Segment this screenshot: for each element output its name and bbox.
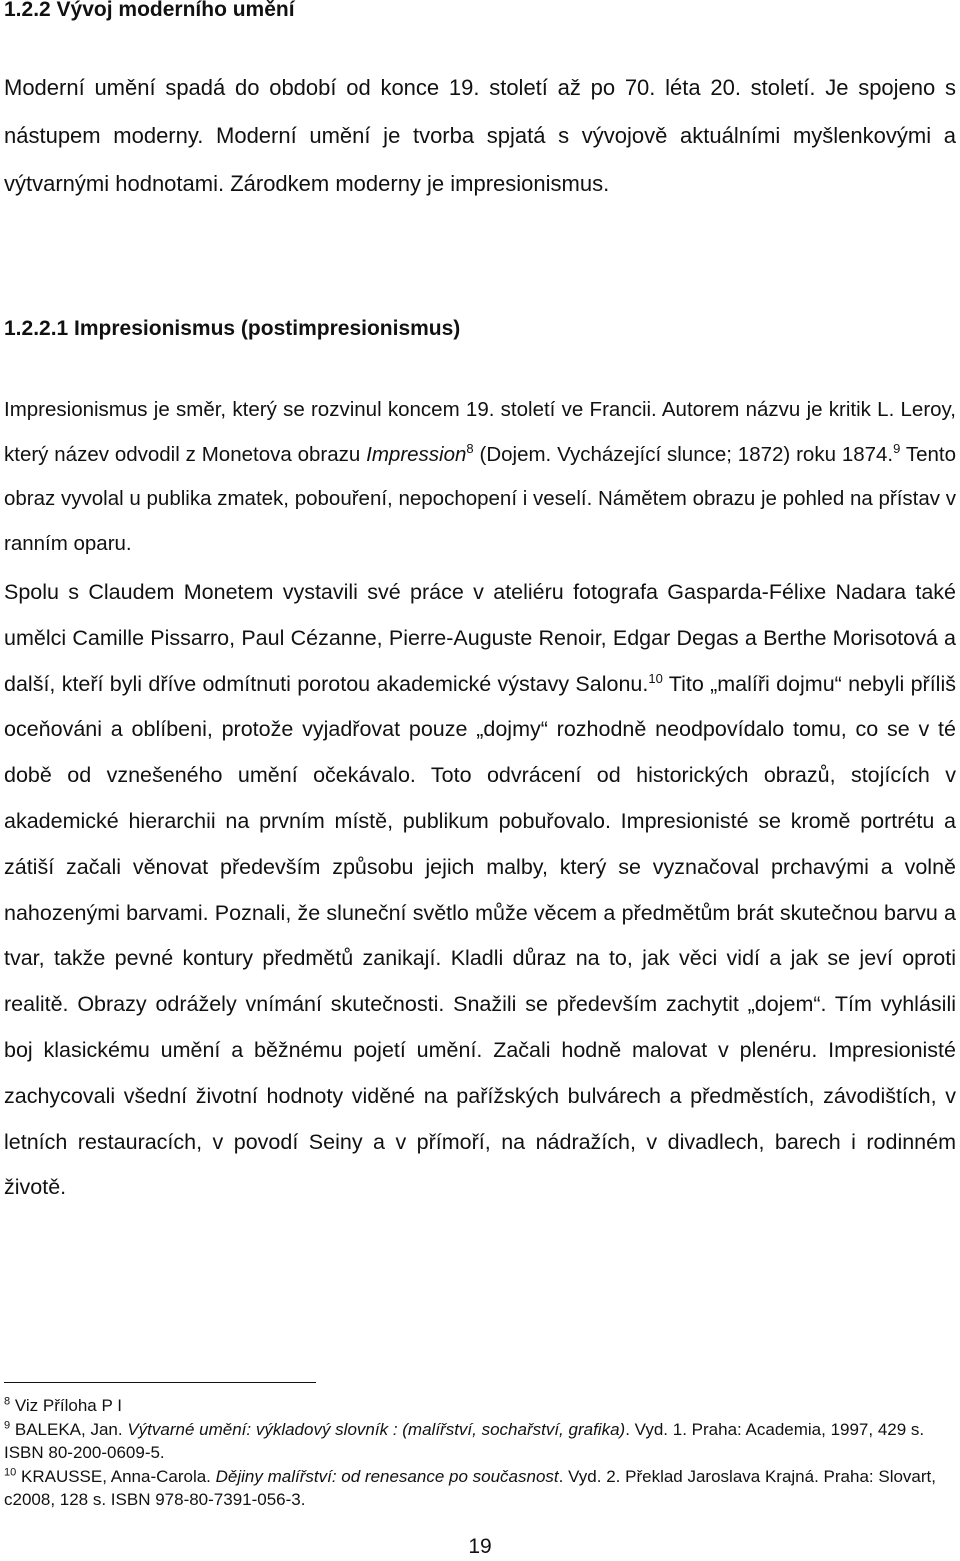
paragraph-text: Tito „malíři dojmu“ nebyli příliš oceňováni a oblíbeni, protože vyjadřovat pouze „dojmy“ rozhodně neodpovídalo tomu, co se v té době od vznešeného umění očekávalo. Toto odvrácení od historických obrazů, stojících v akademické hierarchii na prvním místě, publikum pobuřovalo. Impresionisté se kromě portrétu a zátiší začali věnovat především způsobu jejich malby, který se vyznačoval prchavými a volně nahozenými barvami. Poznali, že sluneční světlo může věcem a předmětům brát skutečnou barvu a tvar, takže pevné kontury předmětů zanikají. Kladli důraz na to, jak věci vidí a jak se jeví oproti realitě. Obrazy odrážely vnímání skutečnosti. Snažili se především zachytit „dojem“. Tím vyhlásili boj klasickému umění a běžnému pojetí umění. Začali hodně malovat v plenéru. Impresionisté zachycovali všední životní hodnoty viděné na pařížských bulvárech a předměstích, závodištích, v letních restauracích, v povodí Seiny a v přímoří, na nádražích, v divadlech, barech i rodinném životě.	[4, 671, 956, 1200]
page-number: 19	[468, 1535, 492, 1558]
impressionism-paragraph-2	[4, 570, 956, 1211]
footnote-book-title: Výtvarné umění: výkladový slovník : (malířství, sochařství, grafika)	[127, 1419, 626, 1439]
paragraph-text: Impresionismus je směr, který se rozvinul koncem 19. století ve Francii. Autorem názvu je kritik L. Leroy, který název odvodil z Monetova obrazu	[4, 398, 956, 466]
footnote-number: 9	[4, 1418, 11, 1431]
subsection-heading: 1.2.2.1 Impresionismus (postimpresionismus)	[4, 317, 461, 340]
footnote-text: Viz Příloha P I	[14, 1396, 122, 1415]
footnote-number: 8	[4, 1395, 11, 1408]
paragraph-text: Spolu s Claudem Monetem vystavili své práce v ateliéru fotografa Gasparda-Félixe Nadara také umělci Camille Pissarro, Paul Cézanne, Pierre-Auguste Renoir, Edgar Degas a Berthe Morisotová a další, kteří byli dříve odmítnuti porotou akademické výstavy Salonu.	[4, 580, 956, 696]
footnote-text: . Vyd. 1. Praha: Academia, 1997, 429 s. ISBN 80-200-0609-5.	[4, 1419, 925, 1462]
footnote-text: BALEKA, Jan.	[14, 1419, 128, 1439]
footnotes	[4, 1394, 956, 1512]
footnote-separator	[4, 1382, 316, 1383]
artwork-title: Impression	[366, 442, 467, 466]
footnote-10	[4, 1465, 956, 1512]
footnote-book-title: Dějiny malířství: od renesance po současnost	[215, 1466, 559, 1486]
intro-paragraph: Moderní umění spadá do období od konce 19. století až po 70. léta 20. století. Je spojeno s nástupem moderny. Moderní umění je tvorba spjatá s vývojově aktuálními myšlenkovými a výtvarnými hodnotami. Zárodkem moderny je impresionismus.	[4, 75, 956, 196]
impressionism-paragraph-1	[4, 388, 956, 566]
footnote-text: . Vyd. 2. Překlad Jaroslava Krajná. Praha: Slovart, c2008, 128 s. ISBN 978-80-7391-056-3.	[4, 1466, 936, 1509]
footnote-ref-9: 9	[893, 440, 901, 456]
paragraph-text: Tento obraz vyvolal u publika zmatek, pobouření, nepochopení i veselí. Námětem obrazu je pohled na přístav v ranním oparu.	[4, 442, 956, 555]
footnote-text: KRAUSSE, Anna-Carola.	[20, 1466, 216, 1486]
footnote-ref-10: 10	[648, 670, 663, 686]
footnote-8	[4, 1394, 956, 1418]
section-heading: 1.2.2 Vývoj moderního umění	[4, 0, 295, 21]
paragraph-text: (Dojem. Vycházející slunce; 1872) roku 1874.	[473, 442, 894, 466]
footnote-9	[4, 1418, 956, 1465]
footnote-number: 10	[4, 1465, 17, 1478]
footnote-ref-8: 8	[466, 440, 474, 456]
